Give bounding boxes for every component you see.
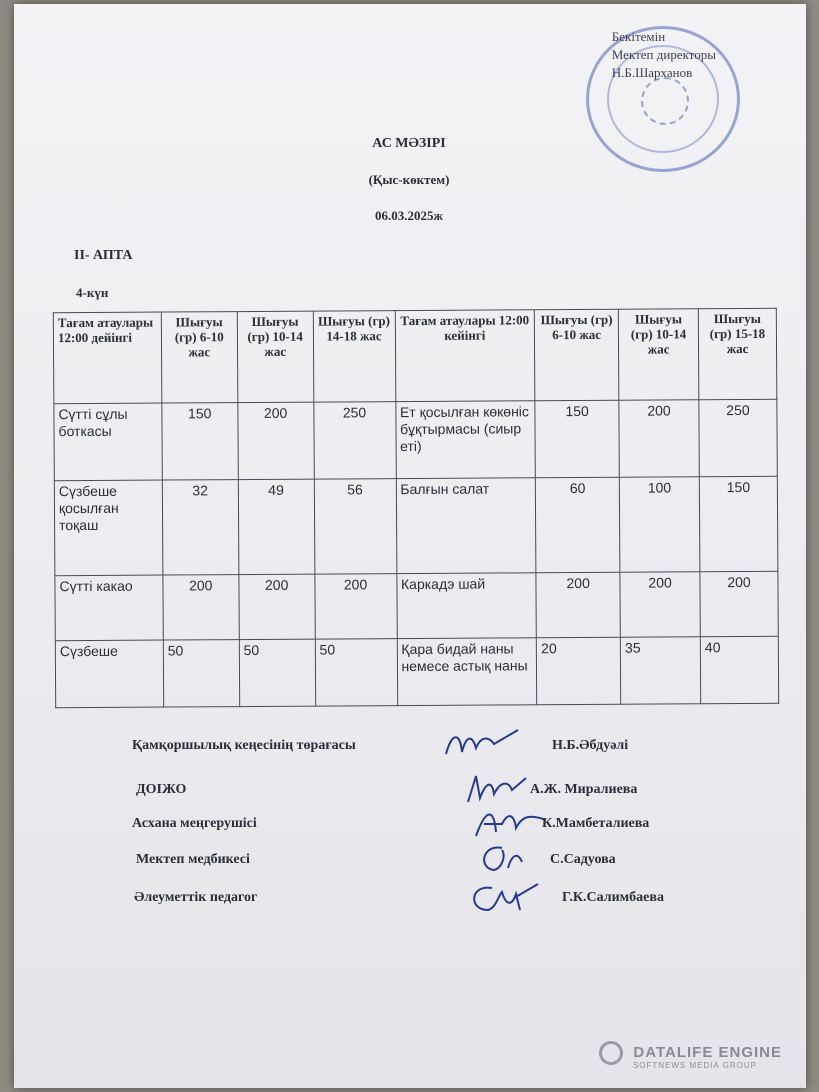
table-cell: 250 (313, 402, 395, 479)
table-cell: 200 (619, 400, 699, 477)
table-cell: 50 (315, 639, 397, 706)
signature-name: Г.К.Салимбаева (562, 890, 664, 905)
table-cell: 40 (700, 636, 778, 703)
signature-row (134, 890, 734, 916)
table-cell: 200 (620, 572, 700, 637)
table-header-cell: Тағам атаулары 12:00 дейінгі (53, 312, 161, 404)
menu-season: (Қыс-көктем) (368, 172, 450, 187)
approval-block (612, 28, 716, 82)
table-cell: 50 (239, 639, 315, 706)
table-cell: 50 (163, 640, 239, 707)
watermark-sub: SOFTNEWS MEDIA GROUP (632, 1061, 757, 1070)
table-cell: Сүтті сұлы боткасы (54, 403, 162, 481)
watermark (599, 1041, 782, 1070)
signature-row (136, 782, 736, 808)
table-cell: 150 (162, 403, 238, 480)
approval-line-2: Мектеп директоры (611, 47, 716, 62)
handwritten-signature-icon (462, 876, 542, 925)
week-label: ІІ- АПТА (74, 248, 133, 263)
table-header-cell: Шығуы (гр) 10-14 жас (237, 311, 313, 402)
signature-role: Қамқоршылық кеңесінің төрағасы (132, 738, 356, 753)
signature-role: Әлеуметтік педагог (134, 890, 258, 905)
table-cell: 200 (163, 575, 239, 640)
table-cell: Сүтті какао (55, 575, 163, 641)
document-page (14, 4, 806, 1088)
table-header-cell: Шығуы (гр) 14-18 жас (313, 311, 395, 402)
table-row (55, 571, 778, 640)
table-header-row (53, 308, 777, 403)
signature-role: Мектеп медбикесі (136, 852, 250, 867)
table-cell: Балғын салат (396, 478, 536, 574)
watermark-main: DATALIFE ENGINE (633, 1044, 782, 1062)
signature-row (132, 738, 732, 764)
table-row (54, 399, 777, 480)
signature-name: А.Ж. Миралиева (530, 782, 638, 797)
table-cell: 32 (162, 480, 238, 575)
signature-role: Асхана меңгерушісі (132, 816, 257, 831)
table-cell: 49 (238, 479, 314, 574)
table-cell: 56 (314, 479, 396, 574)
table-cell: 150 (699, 476, 778, 571)
table-cell: 200 (239, 574, 315, 639)
table-header-cell: Шығуы (гр) 6-10 жас (161, 312, 237, 403)
table-cell: 20 (537, 637, 621, 705)
table-cell: 200 (700, 571, 778, 636)
table-cell: Қара бидай наны немесе астық наны (397, 638, 537, 706)
state-emblem-icon (641, 77, 689, 125)
table-cell: 35 (620, 637, 700, 704)
table-row (55, 636, 778, 707)
table-cell: Ет қосылған көкөніс бұқтырмасы (сиыр еті) (395, 401, 535, 479)
day-label: 4-күн (76, 285, 109, 300)
table-header-cell: Тағам атаулары 12:00 кейінгі (395, 310, 535, 402)
approval-line-1: Бекітемін (611, 29, 666, 44)
table-cell: 200 (536, 572, 620, 638)
table-cell: 200 (238, 402, 314, 479)
signature-row (132, 816, 732, 842)
menu-title: АС МӘЗІРІ (372, 136, 446, 151)
handwritten-signature-icon (442, 724, 522, 769)
menu-date: 06.03.2025ж (375, 208, 443, 223)
datalife-logo-icon (599, 1041, 623, 1065)
table-cell: Каркадэ шай (396, 573, 536, 639)
table-cell: 100 (619, 477, 699, 572)
table-cell: Сүзбеше (55, 640, 163, 708)
table-header-cell: Шығуы (гр) 6-10 жас (535, 309, 619, 401)
table-header-cell: Шығуы (гр) 10-14 жас (618, 309, 698, 400)
signature-role: ДОІЖО (136, 782, 187, 797)
signature-name: С.Садуова (550, 852, 616, 867)
approval-line-3: Н.Б.Шарханов (611, 65, 693, 80)
signature-name: К.Мамбеталиева (542, 816, 650, 831)
signature-name: Н.Б.Әбдуәлі (552, 738, 629, 753)
table-cell: 200 (315, 574, 397, 639)
menu-table (53, 308, 779, 708)
table-cell: 60 (536, 477, 620, 573)
table-cell: Сүзбеше қосылған тоқаш (54, 480, 162, 576)
table-row (54, 476, 778, 575)
table-cell: 250 (699, 399, 777, 476)
table-cell: 150 (535, 400, 619, 478)
table-header-cell: Шығуы (гр) 15-18 жас (698, 308, 777, 399)
signature-row (136, 852, 736, 878)
